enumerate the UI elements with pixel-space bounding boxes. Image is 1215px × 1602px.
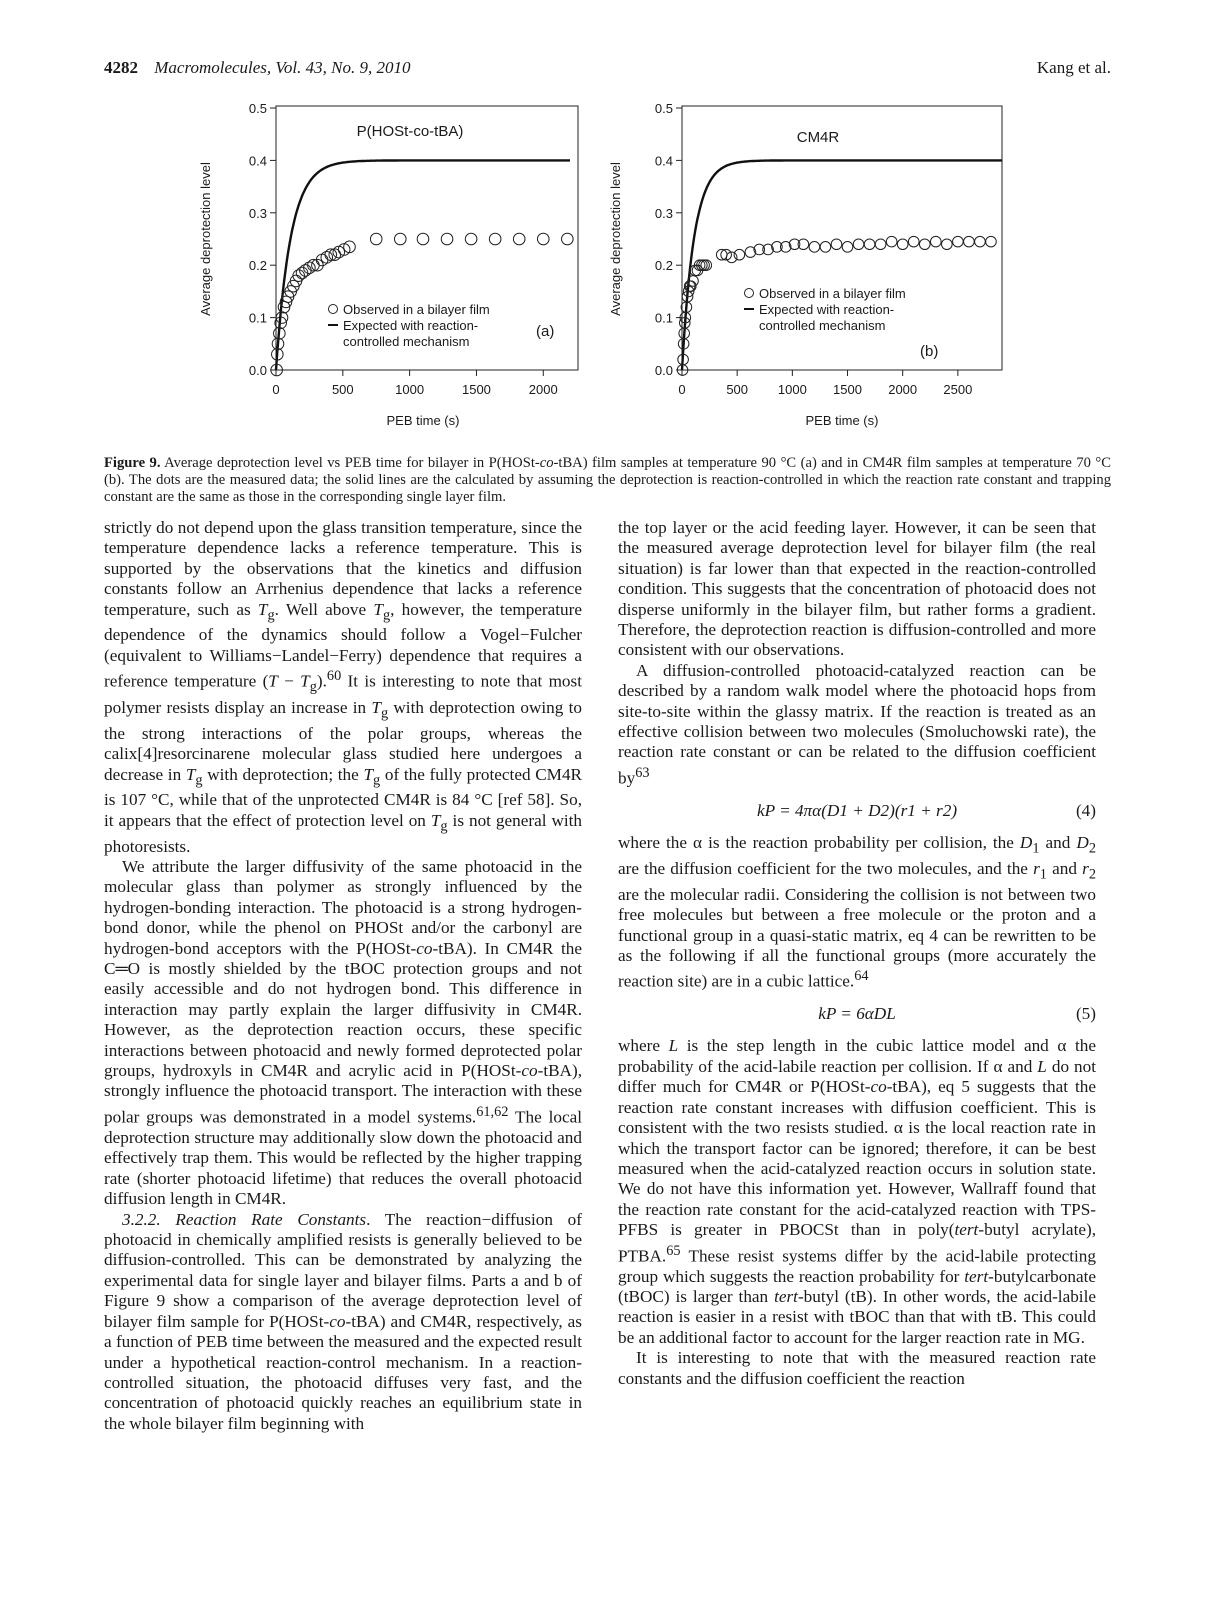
data-point xyxy=(964,236,975,247)
data-point xyxy=(886,236,897,247)
series-line-expected xyxy=(682,160,1002,370)
paragraph: It is interesting to note that with the measured reaction rate constants and the diffusion coefficient the reaction xyxy=(618,1348,1096,1388)
chart-panel-b xyxy=(600,90,1020,450)
x-tick-label: 1000 xyxy=(777,382,807,397)
data-point xyxy=(394,233,406,245)
data-point xyxy=(875,239,886,250)
legend-item: controlled mechanism xyxy=(759,318,886,333)
equation-5-formula: kP = 6αDL xyxy=(818,1004,896,1024)
y-tick-label: 0.4 xyxy=(654,153,673,169)
data-point xyxy=(441,233,453,245)
data-point xyxy=(897,239,908,250)
data-point xyxy=(831,239,842,250)
page-number: 4282 xyxy=(104,58,138,77)
running-header xyxy=(104,58,1111,82)
panel-label: (b) xyxy=(920,343,939,360)
paragraph: We attribute the larger diffusivity of the same photoacid in the molecular glass than polymer as strongly influenced by the hydrogen-bonding interaction. The photoacid is a strong hydrogen-bond donor, while the phenol on PHOSt and/or the carbonyl are hydrogen-bond acceptors with the P(HOSt-co-tBA). In CM4R the C═O is mostly shielded by the tBOC protection groups and not easily accessible and do not hydrogen bond. This difference in interaction may partly explain the larger diffusivity in CM4R. However, as the deprotection reaction occurs, these specific interactions between photoacid and newly formed deprotected polar groups, hydroxyls in CM4R and acrylic acid in P(HOSt-co-tBA), strongly influence the photoacid transport. The interaction with these polar groups was demonstrated in a model systems.$^{61,62}$ The local deprotection structure may additionally slow down the photoacid and effectively trap them. This would be reflected by the higher trapping rate (shorter photoacid lifetime) that reduces the overall photoacid diffusion length in CM4R. xyxy=(104,857,583,1209)
paragraph: 3.2.2. Reaction Rate Constants. The reaction−diffusion of photoacid in chemically amplified resists is generally believed to be diffusion-controlled. This can be demonstrated by analyzing the experimental data for single layer and bilayer films. Parts a and b of Figure 9 show a comparison of the average deprotection level of bilayer film sample for P(HOSt-co-tBA) and CM4R, respectively, as a function of PEB time between the measured and the expected result under a hypothetical reaction-control mechanism. In a reaction-controlled situation, the photoacid diffuses very fast, and the concentration of photoacid quickly reaches an equilibrium state in the whole bilayer film beginning with xyxy=(104,1209,582,1433)
legend-marker-observed xyxy=(745,289,754,298)
x-axis-label: PEB time (s) xyxy=(805,413,879,428)
citation-ref: 63 xyxy=(635,764,650,781)
paragraph: strictly do not depend upon the glass transition temperature, since the temperature dependence lacks a reference temperature. This is supported by the observations that the kinetics and diffusion constants follow an Arrhenius dependence that lacks a reference temperature, such as $T_g$. Well above $T_g$, however, the temperature dependence of the dynamics should follow a Vogel−Fulcher (equivalent to Williams−Landel−Ferry) dependence that requires a reference temperature $(T - T_g).^{60}$ It is interesting to note that most polymer resists display an increase in $T_g$ with deprotection owing to the strong interactions of the polar groups, whereas the calix[4]resorcinarene molecular glass studied here undergoes a decrease in $T_g$ with deprotection; the $T_g$ of the fully protected CM4R is 107 °C, while that of the unprotected CM4R is 84 °C [ref 58]. So, it appears that the effect of protection level on $T_g$ is not general with photoresists. xyxy=(104,518,582,856)
equation-4-formula: kP = 4πα(D1 + D2)(r1 + r2) xyxy=(756,801,958,821)
x-tick-label: 500 xyxy=(331,382,354,397)
data-point xyxy=(513,233,525,245)
x-tick-label: 2000 xyxy=(888,382,918,397)
y-tick-label: 0.2 xyxy=(248,258,267,274)
y-tick-label: 0.5 xyxy=(654,101,673,116)
paragraph: A diffusion-controlled photoacid-catalyzed reaction can be described by a random walk model where the photoacid hops from site-to-site within the glassy matrix. If the reaction is treated as an effective collision between two molecules (Smoluchowski rate), the reaction rate constant or can be related to the diffusion coefficient $by^{63}$ xyxy=(618,660,1096,788)
data-point xyxy=(820,242,831,253)
chart-title: CM4R xyxy=(796,129,840,146)
x-tick-label: 1500 xyxy=(461,382,491,397)
y-tick-label: 0.1 xyxy=(654,310,673,326)
x-tick-label: 1000 xyxy=(395,382,425,397)
citation-ref: 61,62 xyxy=(476,1103,509,1120)
left-column xyxy=(104,518,582,1434)
x-axis-label: PEB time (s) xyxy=(386,413,460,428)
x-tick-label: 500 xyxy=(726,382,749,397)
y-axis-label: Average deprotection level xyxy=(198,162,213,316)
data-point xyxy=(930,236,941,247)
x-tick-label: 2000 xyxy=(528,382,558,397)
y-tick-label: 0.3 xyxy=(248,205,267,221)
figure-caption: Figure 9. Average deprotection level vs PEB time for bilayer in P(HOSt-co-tBA) film samples at temperature 90 °C (a) and in CM4R film samples at temperature 70 °C (b). The dots are the measured data; the solid lines are the calculated by assuming the deprotection is reaction-controlled in which the reaction rate constant and trapping constant are the same as those in the corresponding single layer film. xyxy=(104,455,1111,505)
citation-ref: 64 xyxy=(854,968,869,985)
data-point xyxy=(986,236,997,247)
data-point xyxy=(489,233,501,245)
equation-5-number: (5) xyxy=(1075,1004,1096,1024)
paragraph: the top layer or the acid feeding layer. However, it can be seen that the measured average deprotection level for bilayer film (the real situation) is far lower than that expected in the reaction-controlled condition. This suggests that the concentration of photoacid does not disperse uniformly in the bilayer film, but rather forms a gradient. Therefore, the deprotection reaction is diffusion-controlled and more consistent with our observations. xyxy=(618,518,1096,660)
y-axis-label: Average deprotection level xyxy=(608,162,623,316)
y-tick-label: 0.3 xyxy=(654,205,673,221)
data-point xyxy=(953,236,964,247)
chart-title: P(HOSt-co-tBA) xyxy=(356,123,464,140)
y-tick-label: 0.0 xyxy=(654,363,673,378)
data-point xyxy=(370,233,382,245)
legend-marker-observed xyxy=(329,305,338,314)
x-tick-label: 0 xyxy=(678,382,686,397)
running-authors: Kang et al. xyxy=(1036,58,1111,77)
journal-citation: Macromolecules, Vol. 43, No. 9, 2010 xyxy=(154,58,411,77)
legend-item: controlled mechanism xyxy=(343,334,470,349)
section-heading: 3.2.2. Reaction Rate Constants xyxy=(122,1209,367,1229)
legend-item: Expected with reaction- xyxy=(343,318,479,333)
data-point xyxy=(864,239,875,250)
equation-5 xyxy=(618,992,1096,1036)
legend-item: Observed in a bilayer film xyxy=(343,302,490,317)
citation-ref: 65 xyxy=(666,1242,681,1259)
data-point xyxy=(734,249,745,260)
paragraph: where the α is the reaction probability per collision, the $D_1$ and $D_2$ are the diffusion coefficient for the two molecules, and the $r_1$ and $r_2$ are the molecular radii. Considering the collision is not between two free molecules but between a free molecule or the proton and a functional group in a quasi-static matrix, eq 4 can be rewritten to be as the following if all the functional groups (more accurately the reaction site) are in a cubic lattice.$^{64}$ xyxy=(618,833,1096,992)
legend-item: Expected with reaction- xyxy=(759,302,895,317)
figure-9 xyxy=(190,90,1030,450)
y-tick-label: 0.0 xyxy=(248,363,267,378)
citation-ref: 60 xyxy=(326,668,342,685)
data-point xyxy=(919,239,930,250)
data-point xyxy=(417,233,429,245)
y-tick-label: 0.5 xyxy=(248,101,267,116)
data-point xyxy=(908,236,919,247)
chart-panel-a xyxy=(190,90,590,450)
data-point xyxy=(465,233,477,245)
data-point xyxy=(562,233,574,245)
data-point xyxy=(842,242,853,253)
data-point xyxy=(809,242,820,253)
y-tick-label: 0.2 xyxy=(654,258,673,274)
panel-label: (a) xyxy=(536,323,555,340)
right-column xyxy=(618,518,1096,1389)
equation-4-number: (4) xyxy=(1075,801,1096,821)
caption-label: Figure 9. xyxy=(104,455,161,471)
legend-item: Observed in a bilayer film xyxy=(759,286,906,301)
data-point xyxy=(942,239,953,250)
paragraph: where L is the step length in the cubic lattice model and α the probability of the acid-labile reaction per collision. If α and L do not differ much for CM4R or P(HOSt-co-tBA), eq 5 suggests that the reaction rate constant increases with diffusion coefficient. This is consistent with the two resists studied. α is the local reaction rate in which the transport factor can be ignored; therefore, it can be best measured when the acid-catalyzed reaction occurs in solution state. We do not have this information yet. However, Wallraff found that the reaction rate constant for the acid-catalyzed reaction with TPS-PFBS is greater in PBOCSt than in poly(tert-butyl acrylate), PTBA.$^{65}$ These resist systems differ by the acid-labile protecting group which suggests the reaction probability for tert-butylcarbonate (tBOC) is larger than tert-butyl (tB). In other words, the acid-labile reaction is easier in a resist with tBOC than that with tB. This could be an additional factor to account for the larger reaction rate in MG. xyxy=(618,1036,1097,1347)
y-tick-label: 0.1 xyxy=(248,310,267,326)
y-tick-label: 0.4 xyxy=(248,153,267,169)
x-tick-label: 1500 xyxy=(833,382,862,397)
data-point xyxy=(853,239,864,250)
data-point xyxy=(975,236,986,247)
data-point xyxy=(537,233,549,245)
x-tick-label: 2500 xyxy=(943,382,973,397)
equation-4 xyxy=(618,789,1096,833)
x-tick-label: 0 xyxy=(272,382,280,397)
